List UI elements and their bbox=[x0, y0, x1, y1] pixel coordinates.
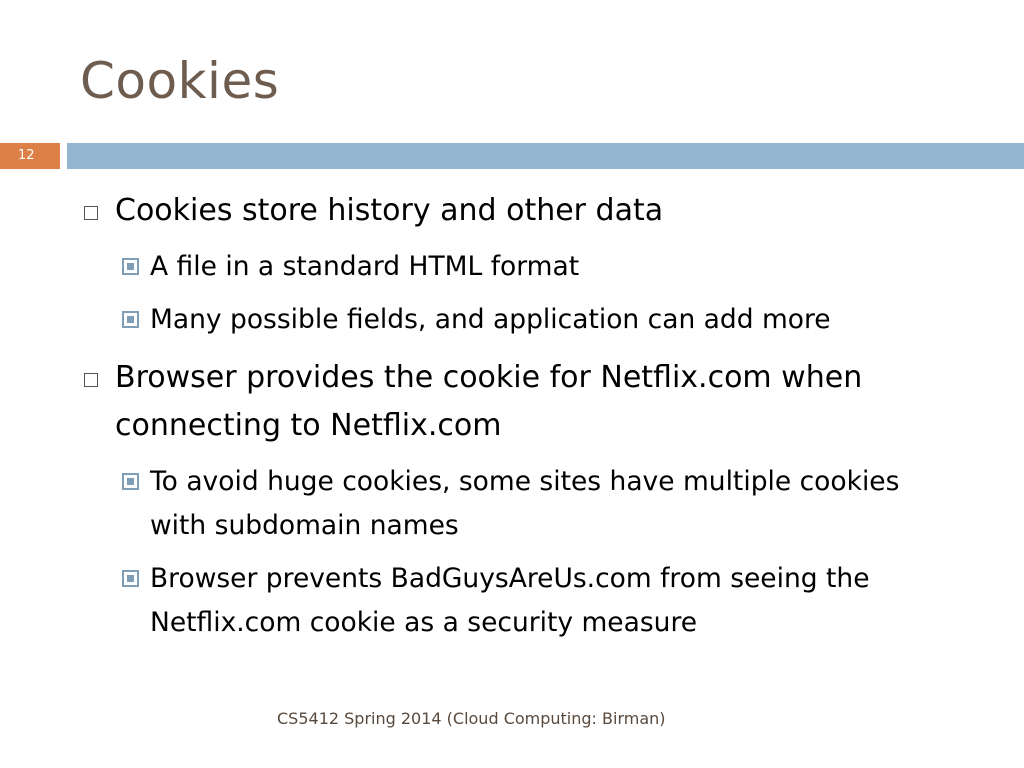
bullet-line: Browser provides the cookie for Netflix.com when bbox=[115, 360, 863, 395]
bullet-text bbox=[115, 187, 663, 235]
bullet-text bbox=[115, 354, 862, 450]
bullet-line: Cookies store history and other data bbox=[115, 193, 664, 228]
sub-bullet-line: A file in a standard HTML format bbox=[150, 251, 580, 282]
sub-bullet-item bbox=[122, 245, 579, 289]
framed-square-icon bbox=[122, 311, 139, 328]
sub-bullet-item bbox=[122, 298, 831, 342]
framed-square-icon bbox=[122, 570, 139, 587]
sub-bullet-text bbox=[150, 460, 899, 548]
sub-bullet-line: Netflix.com cookie as a security measure bbox=[150, 607, 698, 638]
sub-bullet-text bbox=[150, 557, 870, 645]
slide-footer: CS5412 Spring 2014 (Cloud Computing: Birman) bbox=[277, 709, 666, 728]
sub-bullet-text bbox=[150, 245, 579, 289]
framed-square-icon bbox=[122, 473, 139, 490]
slide-number: 12 bbox=[0, 143, 60, 169]
sub-bullet-line: Many possible fields, and application can add more bbox=[150, 304, 831, 335]
hollow-square-icon bbox=[84, 206, 98, 220]
slide-title: Cookies bbox=[80, 52, 280, 110]
sub-bullet-line: Browser prevents BadGuysAreUs.com from seeing the bbox=[150, 563, 870, 594]
title-bar bbox=[67, 143, 1024, 169]
framed-square-icon bbox=[122, 258, 139, 275]
bullet-item bbox=[84, 187, 663, 235]
sub-bullet-line: with subdomain names bbox=[150, 510, 459, 541]
sub-bullet-text bbox=[150, 298, 831, 342]
bullet-item bbox=[84, 354, 862, 450]
sub-bullet-line: To avoid huge cookies, some sites have multiple cookies bbox=[150, 466, 900, 497]
bullet-line: connecting to Netflix.com bbox=[115, 408, 502, 443]
hollow-square-icon bbox=[84, 373, 98, 387]
sub-bullet-item bbox=[122, 557, 870, 645]
sub-bullet-item bbox=[122, 460, 899, 548]
